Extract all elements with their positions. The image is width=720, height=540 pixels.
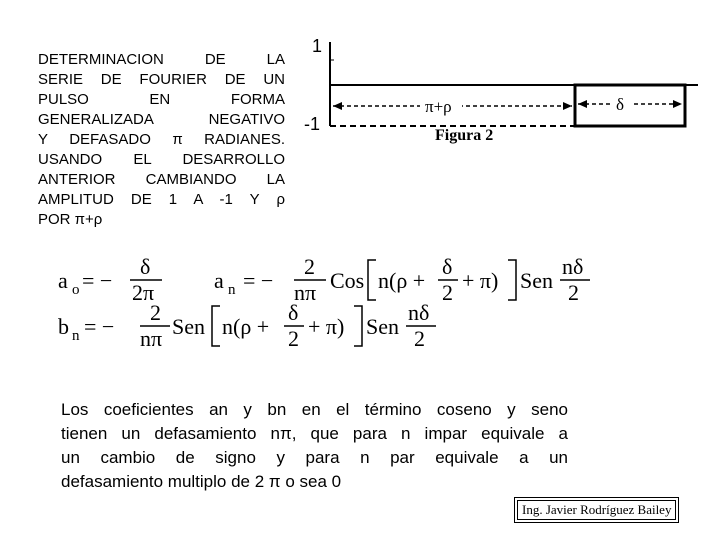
delta-label: δ: [616, 95, 625, 114]
title-line: POR π+ρ: [38, 211, 103, 228]
arrow-right-head: [563, 102, 572, 110]
a0-subscript: o: [72, 282, 80, 298]
a0-equals: = −: [82, 268, 113, 293]
delta-arrow-right-head: [673, 100, 682, 108]
bn-left-bracket: [212, 306, 220, 346]
title-line: PULSO EN FORMA: [38, 91, 285, 108]
title-line: USANDO EL DESARROLLO: [38, 151, 285, 168]
description-paragraph: [61, 398, 568, 494]
an-symbol: a: [214, 268, 224, 293]
bn-denominator: nπ: [140, 326, 163, 351]
title-line: SERIE DE FOURIER DE UN: [38, 71, 285, 88]
delta-arrow-left-head: [578, 100, 587, 108]
y-top-label: 1: [312, 36, 323, 56]
bn-equals: = −: [84, 314, 115, 339]
credit-text: Ing. Javier Rodríguez Bailey: [517, 500, 676, 520]
an-cos: Cos: [330, 268, 365, 293]
description-line: Los coeficientes an y bn en el término coseno y seno: [61, 400, 568, 419]
an-subscript: n: [228, 282, 236, 298]
fourier-formulas: [50, 250, 650, 355]
an-sen-two: 2: [568, 280, 579, 305]
title-paragraph: [38, 50, 285, 230]
title-line: GENERALIZADA NEGATIVO: [38, 111, 285, 128]
credit-box: [514, 497, 679, 523]
an-left-bracket: [368, 260, 376, 300]
an-n-open: n(ρ +: [378, 268, 426, 293]
an-numerator: 2: [304, 254, 315, 279]
span-label: π+ρ: [425, 97, 452, 116]
bn-right-bracket: [354, 306, 362, 346]
bn-plus-pi: + π): [308, 314, 345, 339]
bn-sen-two: 2: [414, 326, 425, 351]
an-plus-pi: + π): [462, 268, 499, 293]
bn-subscript: n: [72, 328, 80, 344]
bn-n-delta: nδ: [408, 300, 430, 325]
description-line: tienen un defasamiento nπ, que para n impar equivale a: [61, 424, 568, 443]
an-denominator: nπ: [294, 280, 317, 305]
bn-numerator: 2: [150, 300, 161, 325]
title-line: AMPLITUD DE 1 A -1 Y ρ: [38, 191, 285, 208]
arrow-left-head: [333, 102, 342, 110]
title-line: Y DEFASADO π RADIANES.: [38, 131, 285, 148]
a0-symbol: a: [58, 268, 68, 293]
bn-sen2: Sen: [366, 314, 399, 339]
an-sen: Sen: [520, 268, 553, 293]
title-line: DETERMINACION DE LA: [38, 51, 285, 68]
an-inner-two: 2: [442, 280, 453, 305]
bn-sen: Sen: [172, 314, 205, 339]
y-bottom-label: -1: [304, 114, 321, 134]
bn-symbol: b: [58, 314, 69, 339]
bn-inner-two: 2: [288, 326, 299, 351]
figure-caption: Figura 2: [435, 127, 494, 144]
a0-denominator: 2π: [132, 280, 155, 305]
an-equals: = −: [243, 268, 274, 293]
pulse-figure: [300, 28, 700, 158]
bn-delta: δ: [288, 300, 299, 325]
an-right-bracket: [508, 260, 516, 300]
description-line: defasamiento multiplo de 2 π o sea 0: [61, 472, 342, 491]
bn-n-open: n(ρ +: [222, 314, 270, 339]
an-n-delta: nδ: [562, 254, 584, 279]
an-delta: δ: [442, 254, 453, 279]
description-line: un cambio de signo y para n par equivale a un: [61, 448, 568, 467]
title-line: ANTERIOR CAMBIANDO LA: [38, 171, 285, 188]
a0-numerator: δ: [140, 254, 151, 279]
